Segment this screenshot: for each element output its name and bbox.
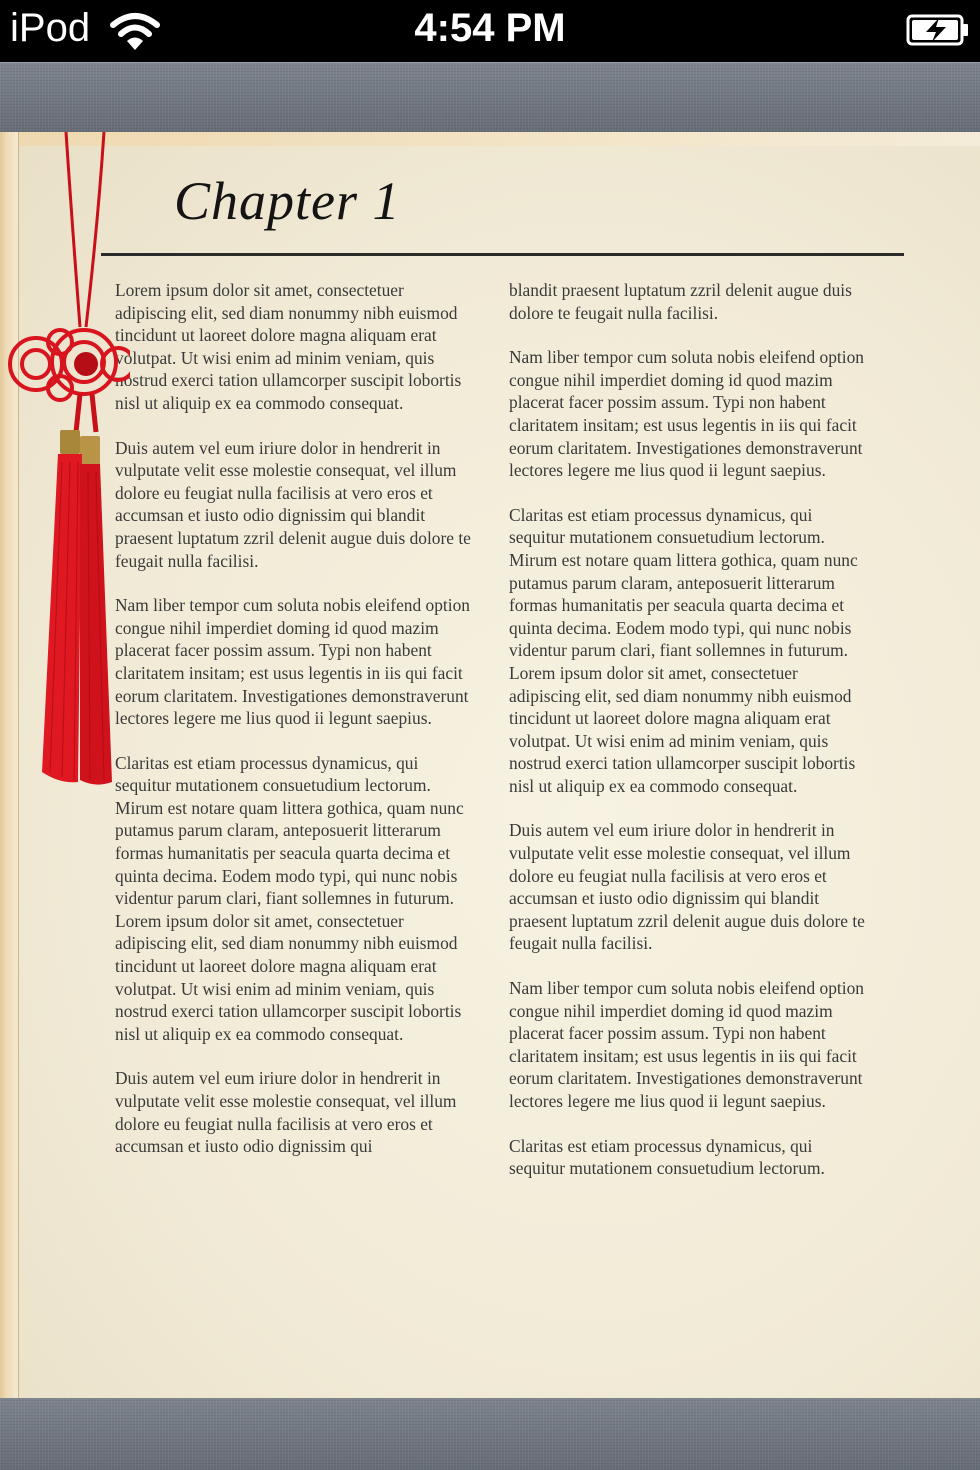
- status-bar: [0, 0, 980, 62]
- text-column-right: [509, 279, 869, 1202]
- battery-charging-icon: [906, 14, 970, 46]
- paragraph: blandit praesent luptatum zzril delenit augue duis dolore te feugait nulla facilisi.: [509, 280, 852, 323]
- paragraph: Claritas est etiam processus dynamicus, qui sequitur mutationem consuetudium lectorum. Mirum est notare quam littera gothica, quam nunc putamus parum claram, anteposuerit litterarum formas humanitatis per seacula quarta decima et quinta decima. Eodem modo typi, qui nunc nobis videntur parum clari, fiant sollemnes in futurum. Lorem ipsum dolor sit amet, consectetuer adipiscing elit, sed diam nonummy nibh euismod tincidunt ut laoreet dolore magna aliquam erat volutpat. Ut wisi enim ad minim veniam, quis nostrud exerci tation ullamcorper suscipit lobortis nisl ut aliquip ex ea commodo consequat.: [115, 752, 464, 1044]
- paragraph: Nam liber tempor cum soluta nobis eleifend option congue nihil imperdiet doming id quod mazim placerat facer possim assum. Typi non habent claritatem insitam; est usus legentis in iis qui facit eorum claritatem. Investigationes demonstraverunt lectores legere me lius quod ii legunt saepius.: [509, 978, 864, 1111]
- linen-top-bar: [0, 62, 980, 135]
- carrier-label: iPod: [10, 6, 91, 50]
- paragraph: Lorem ipsum dolor sit amet, consectetuer adipiscing elit, sed diam nonummy nibh euismod tincidunt ut laoreet dolore magna aliquam erat volutpat. Ut wisi enim ad minim veniam, quis nostrud exerci tation ullamcorper suscipit lobortis nisl ut aliquip ex ea commodo consequat.: [115, 280, 462, 413]
- paragraph: Claritas est etiam processus dynamicus, qui sequitur mutationem consuetudium lectorum.: [509, 1135, 825, 1179]
- paragraph: Claritas est etiam processus dynamicus, qui sequitur mutationem consuetudium lectorum. Mirum est notare quam littera gothica, quam nunc putamus parum claram, anteposuerit litterarum formas humanitatis per seacula quarta decima et quinta decima. Eodem modo typi, qui nunc nobis videntur parum clari, fiant sollemnes in futurum. Lorem ipsum dolor sit amet, consectetuer adipiscing elit, sed diam nonummy nibh euismod tincidunt ut laoreet dolore magna aliquam erat volutpat. Ut wisi enim ad minim veniam, quis nostrud exerci tation ullamcorper suscipit lobortis nisl ut aliquip ex ea commodo consequat.: [509, 504, 858, 796]
- paragraph: Duis autem vel eum iriure dolor in hendrerit in vulputate velit esse molestie consequat, vel illum dolore eu feugiat nulla facilisis at vero eros et accumsan et iusto odio dignissim qui: [115, 1068, 457, 1157]
- linen-bottom-bar: [0, 1398, 980, 1470]
- tassel-bookmark-icon[interactable]: [0, 132, 130, 797]
- title-divider: [101, 253, 904, 256]
- paragraph: Duis autem vel eum iriure dolor in hendrerit in vulputate velit esse molestie consequat, vel illum dolore eu feugiat nulla facilisis at vero eros et accumsan et iusto odio dignissim qui blandit praesent luptatum zzril delenit augue duis dolore te feugait nulla facilisi.: [509, 820, 865, 954]
- paragraph: Nam liber tempor cum soluta nobis eleifend option congue nihil imperdiet doming id quod mazim placerat facer possim assum. Typi non habent claritatem insitam; est usus legentis in iis qui facit eorum claritatem. Investigationes demonstraverunt lectores legere me lius quod ii legunt saepius.: [509, 347, 864, 481]
- page-top-edge: [0, 132, 980, 146]
- text-column-left: [115, 279, 475, 1180]
- chapter-title: Chapter 1: [174, 171, 401, 231]
- status-time: 4:54 PM: [414, 6, 566, 50]
- paragraph: Nam liber tempor cum soluta nobis eleifend option congue nihil imperdiet doming id quod mazim placerat facer possim assum. Typi non habent claritatem insitam; est usus legentis in iis qui facit eorum claritatem. Investigationes demonstraverunt lectores legere me lius quod ii legunt saepius.: [115, 595, 470, 729]
- paragraph: Duis autem vel eum iriure dolor in hendrerit in vulputate velit esse molestie consequat, vel illum dolore eu feugiat nulla facilisis at vero eros et accumsan et iusto odio dignissim qui blandit praesent luptatum zzril delenit augue duis dolore te feugait nulla facilisi.: [115, 437, 471, 571]
